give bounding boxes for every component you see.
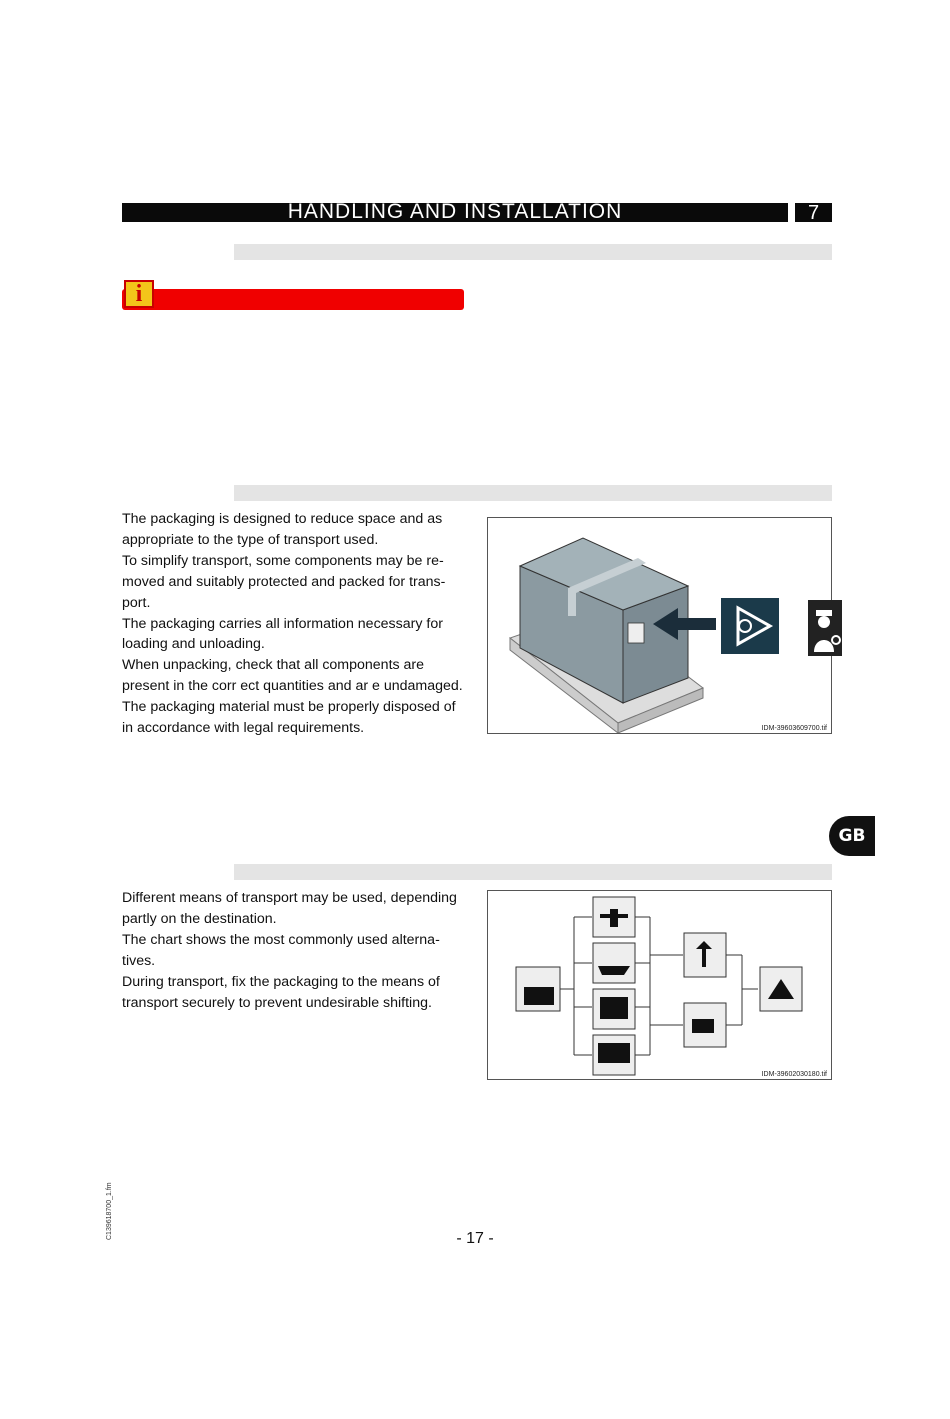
file-id-text: C139618700_1.fm — [106, 1182, 113, 1240]
packaging-figure — [487, 517, 832, 734]
page-number: - 17 - — [456, 1230, 494, 1247]
info-notice-bar — [122, 289, 464, 310]
section-heading-bar-2 — [234, 485, 832, 501]
ship-icon — [593, 943, 635, 983]
transport-chart — [488, 891, 831, 1079]
packaging-text — [122, 509, 467, 739]
transport-text — [122, 888, 467, 1013]
paragraph: During transport, fix the packaging to the means of transport securely to prevent undesirable shifting. — [122, 973, 440, 1011]
section-heading-bar-1 — [234, 244, 832, 260]
figure-caption: IDM-39602030180.tif — [761, 1071, 827, 1078]
transport-chart-figure — [487, 890, 832, 1080]
packaging-illustration — [488, 518, 831, 733]
info-icon: i — [124, 280, 154, 308]
paragraph: The packaging carries all information necessary for loading and unloading. — [122, 615, 443, 653]
paragraph: To simplify transport, some components may be removed and suitably protected and packed for transport. — [122, 552, 446, 611]
paragraph: The packaging is designed to reduce space and as appropriate to the type of transport used. — [122, 511, 443, 548]
operator-icon — [808, 600, 842, 656]
paragraph: Different means of transport may be used, depending partly on the destination. — [122, 890, 457, 927]
chapter-title: HANDLING AND INSTALLATION — [287, 200, 623, 223]
figure-caption: IDM-39603609700.tif — [761, 725, 827, 732]
paragraph: The packaging material must be properly disposed of in accordance with legal requirements. — [122, 699, 456, 737]
paragraph: The chart shows the most commonly used alternatives. — [122, 931, 440, 969]
language-tab: GB — [829, 816, 875, 856]
section-heading-bar-3 — [234, 864, 832, 880]
chapter-number: 7 — [795, 203, 832, 222]
paragraph: When unpacking, check that all components are present in the corr ect quantities and ar e undamaged. — [122, 657, 463, 695]
